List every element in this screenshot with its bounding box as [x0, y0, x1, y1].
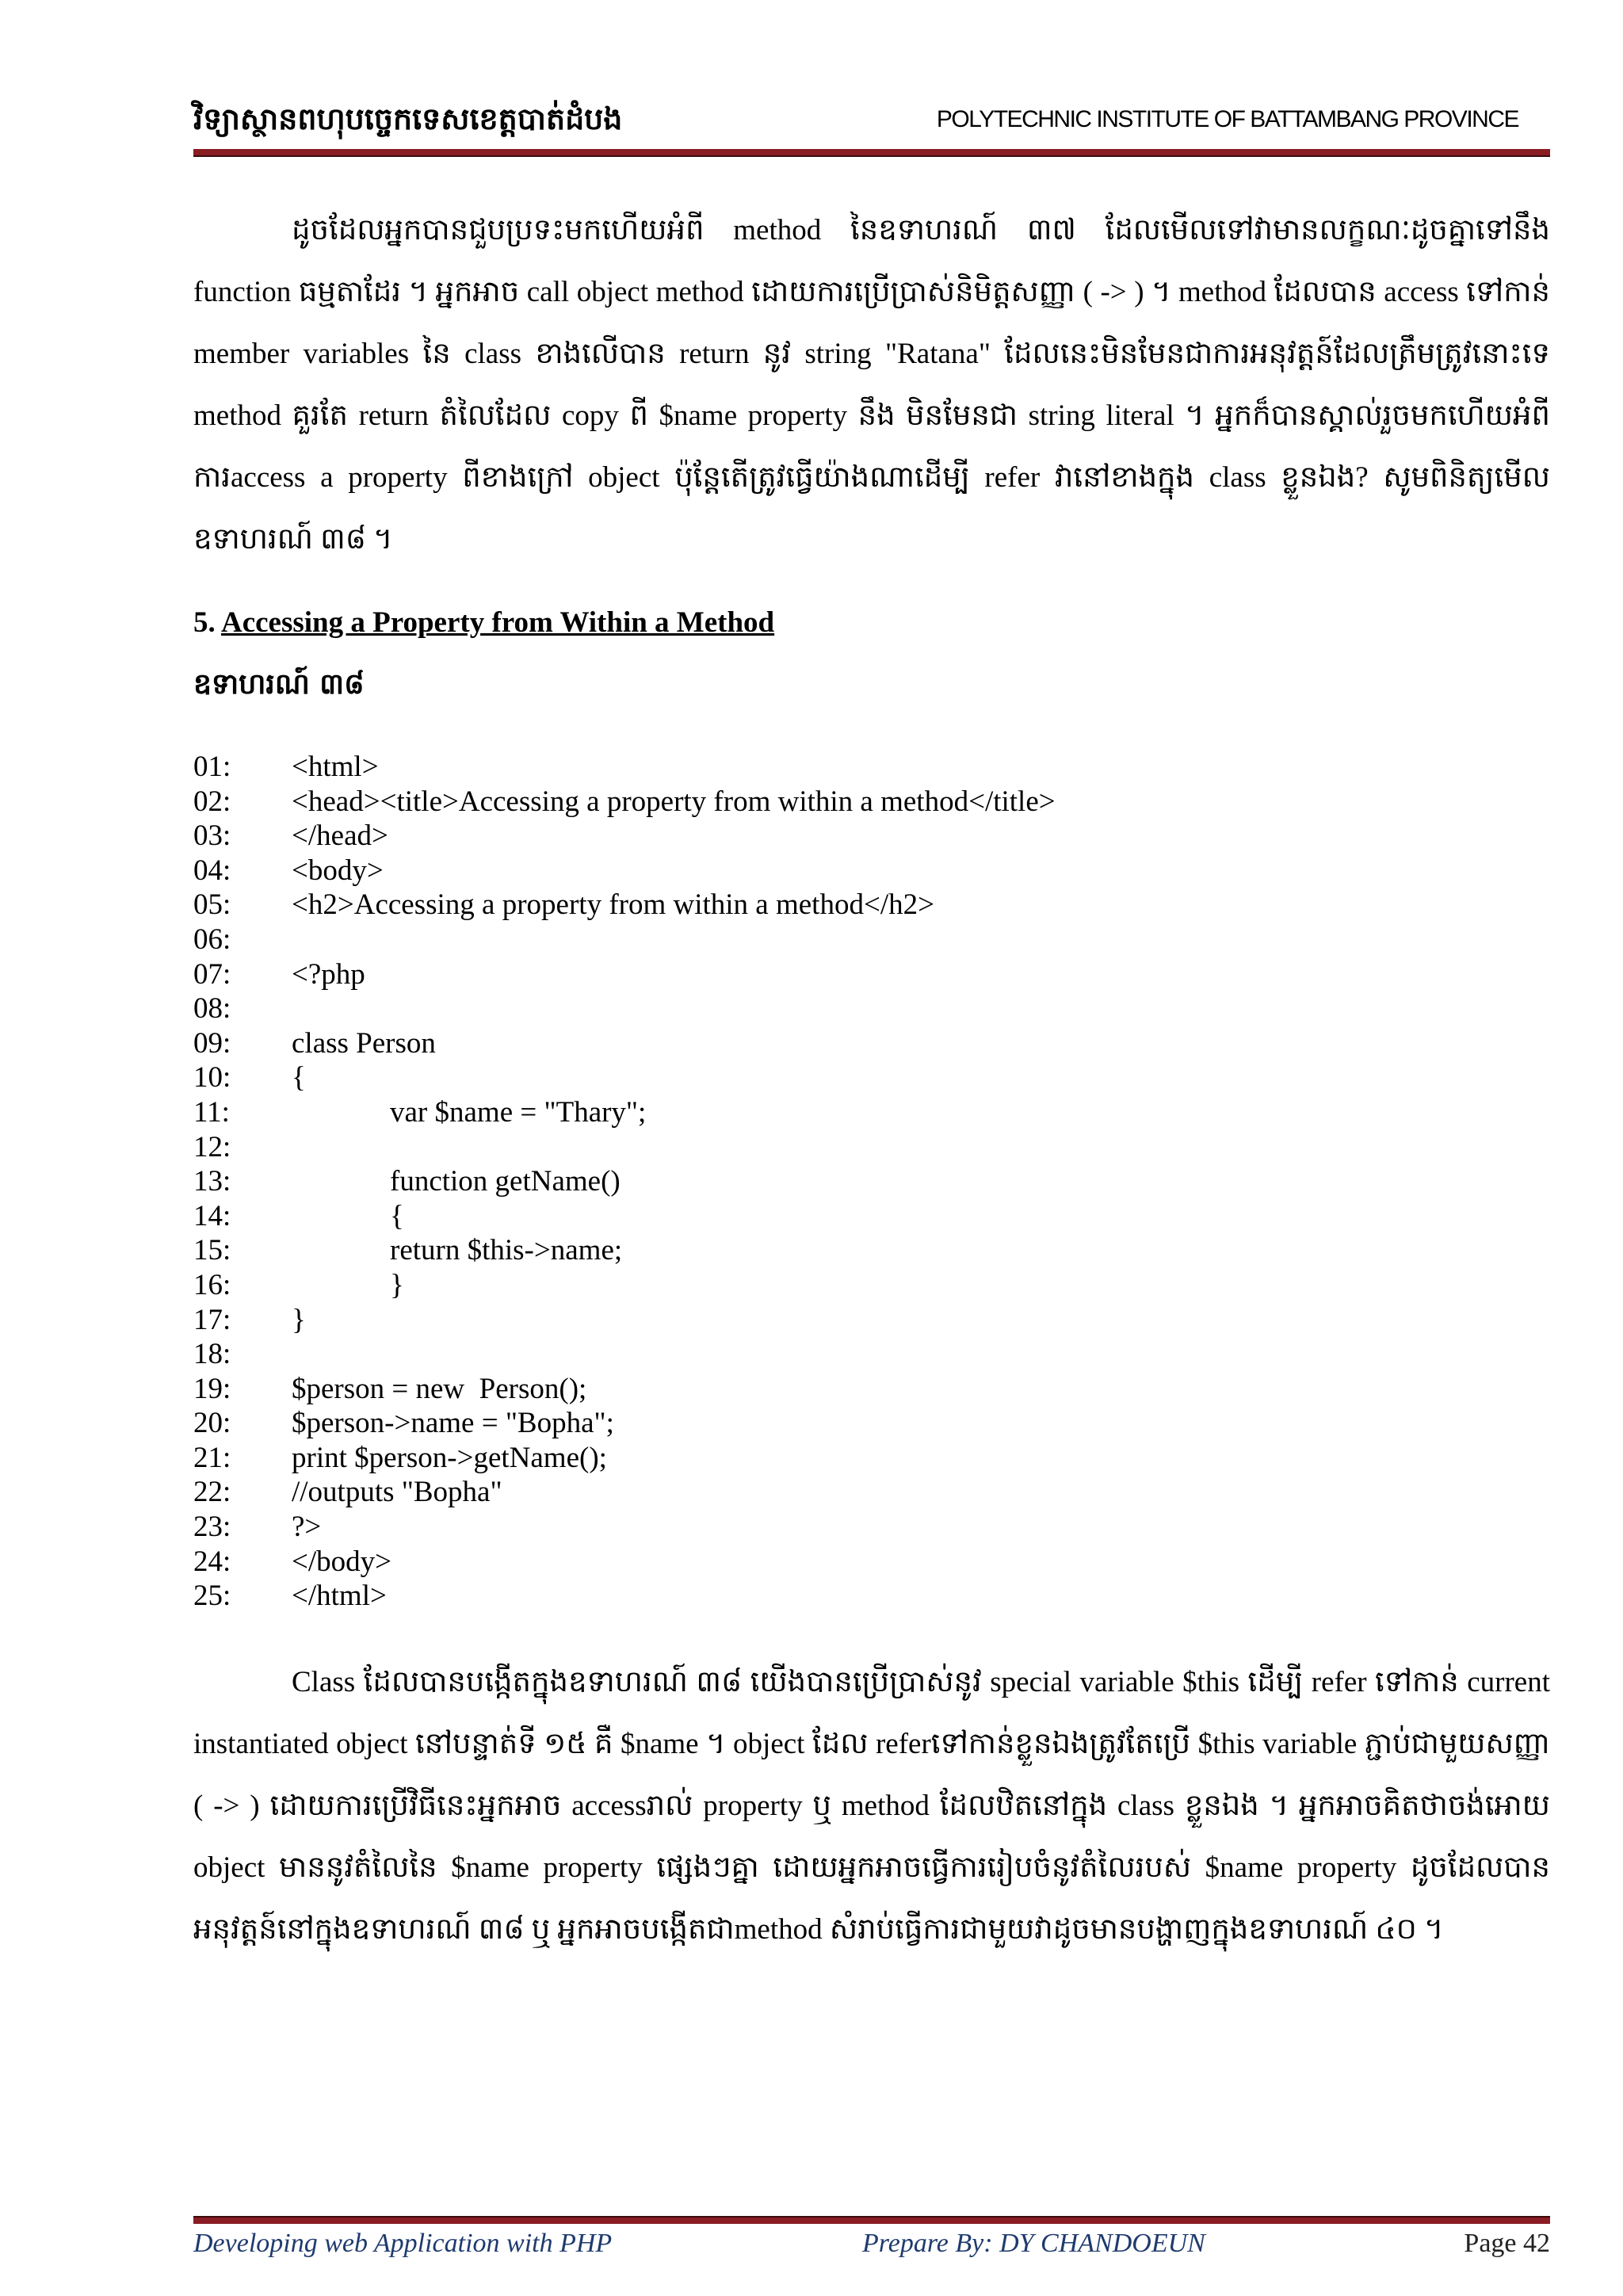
line-number: 16:	[193, 1268, 231, 1301]
code-line	[193, 1303, 1461, 1338]
line-number: 23:	[193, 1511, 231, 1544]
line-number: 02:	[193, 785, 231, 818]
code-text: <h2>Accessing a property from within a method</h2>	[292, 888, 934, 922]
line-number: 08:	[193, 992, 231, 1026]
footer-author: Prepare By: DY CHANDOEUN	[862, 2229, 1205, 2258]
code-line	[193, 1441, 1461, 1476]
code-text: function getName()	[390, 1165, 621, 1198]
code-text: print $person->getName();	[292, 1441, 607, 1474]
header-divider	[193, 149, 1550, 157]
line-number: 19:	[193, 1372, 231, 1405]
footer-divider	[193, 2216, 1550, 2224]
code-line	[193, 1233, 1461, 1268]
line-number: 20:	[193, 1407, 231, 1440]
section-title: Accessing a Property from Within a Method	[220, 606, 775, 639]
code-text: <head><title>Accessing a property from within a method</title>	[292, 785, 1056, 818]
section-number: 5.	[193, 606, 216, 639]
line-number: 22:	[193, 1476, 231, 1509]
code-line	[193, 1026, 1461, 1061]
code-line	[193, 1164, 1461, 1199]
line-number: 13:	[193, 1165, 231, 1198]
code-text: {	[292, 1061, 306, 1095]
code-line	[193, 957, 1461, 992]
code-line	[193, 750, 1461, 785]
line-number: 12:	[193, 1130, 231, 1163]
line-number: 21:	[193, 1441, 231, 1474]
closing-paragraph	[193, 1652, 1550, 1961]
footer-page-number: Page 42	[1464, 2229, 1550, 2258]
code-text: {	[390, 1199, 404, 1232]
code-text: ?>	[292, 1511, 322, 1544]
code-line	[193, 1475, 1461, 1510]
code-line	[193, 1060, 1461, 1095]
line-number: 15:	[193, 1234, 231, 1267]
code-line	[193, 785, 1461, 819]
code-line	[193, 1406, 1461, 1441]
code-text: </head>	[292, 819, 388, 853]
intro-paragraph	[193, 200, 1550, 571]
line-number: 06:	[193, 923, 231, 956]
code-line	[193, 1579, 1461, 1614]
code-line	[193, 1199, 1461, 1234]
footer-course: Developing web Application with PHP	[193, 2229, 613, 2258]
code-text: <body>	[292, 854, 384, 887]
header-title-english: POLYTECHNIC INSTITUTE OF BATTAMBANG PROVINCE	[936, 106, 1518, 132]
line-number: 05:	[193, 888, 231, 922]
line-number: 04:	[193, 854, 231, 887]
code-text: <html>	[292, 751, 379, 783]
line-number: 24:	[193, 1545, 231, 1578]
line-number: 18:	[193, 1338, 231, 1371]
code-text: </html>	[292, 1580, 387, 1613]
code-text: //outputs "Bopha"	[292, 1476, 502, 1509]
line-number: 10:	[193, 1061, 231, 1095]
line-number: 25:	[193, 1580, 231, 1613]
code-text: $person = new Person();	[292, 1372, 587, 1405]
line-number: 09:	[193, 1026, 231, 1060]
code-text: return $this->name;	[390, 1234, 623, 1267]
header-title-khmer: វិទ្យាស្ថានពហុបច្ចេកទេសខេត្តបាត់ដំបង	[193, 101, 623, 136]
page-header	[193, 94, 1550, 141]
code-line	[193, 991, 1461, 1026]
line-number: 07:	[193, 957, 231, 991]
code-line	[193, 1372, 1461, 1407]
code-line	[193, 923, 1461, 957]
example-title: ឧទាហរណ៍ ៣៨	[193, 668, 365, 701]
code-line	[193, 819, 1461, 854]
code-line	[193, 1337, 1461, 1372]
page-footer	[193, 2229, 1550, 2268]
line-number: 03:	[193, 819, 231, 853]
intro-paragraph-text: ដូចដែលអ្នកបានជួបប្រទះមកហើយអំពី method នៃឧទាហរណ៍ ៣៧ ដែលមើលទៅវាមានលក្ខណៈដូចគ្នាទៅនឹង function ធម្មតាដែរ ។ អ្នកអាច call object method ដោយការប្រើប្រាស់និមិត្តសញ្ញា ( -> ) ។ method ដែលបាន access ទៅកាន់ member variables នៃ class ខាងលើបាន return នូវ string "Ratana" ដែលនេះមិនមែនជាការអនុវត្តន៍ដែលត្រឹមត្រូវនោះទេ method គួរតែ return តំលៃដែល copy ពី $name property នឹង មិនមែនជា string literal ។ អ្នកក៏បានស្គាល់រួចមកហើយអំពីការaccess a property ពីខាងក្រៅ object ប៉ុន្តែតើត្រូវធ្វើយ៉ាងណាដើម្បី refer វានៅខាងក្នុង class ខ្លួនឯង? សូមពិនិត្យមើលឧទាហរណ៍ ៣៨ ។	[193, 214, 1550, 556]
code-text: }	[292, 1303, 306, 1336]
code-line	[193, 1095, 1461, 1130]
line-number: 17:	[193, 1303, 231, 1336]
code-line	[193, 1545, 1461, 1580]
line-number: 14:	[193, 1199, 231, 1232]
code-line	[193, 1510, 1461, 1545]
code-text: class Person	[292, 1026, 436, 1060]
closing-paragraph-text: Class ដែលបានបង្កើតក្នុងឧទាហរណ៍ ៣៨ យើងបានប្រើប្រាស់នូវ special variable $this ដើម្បី refer ទៅកាន់ current instantiated object នៅបន្ទាត់ទី ១៥ គឺ $name ។ object ដែល referទៅកាន់ខ្លួនឯងត្រូវតែប្រើ $this variable ភ្ជាប់ជាមួយសញ្ញា ( -> ) ដោយការប្រើវិធីនេះអ្នកអាច accessរាល់ property ឬ method ដែលឋិតនៅក្នុង class ខ្លួនឯង ។ អ្នកអាចគិតថាចង់អោយ object មាននូវតំលៃនៃ $name property ផ្សេងៗគ្នា ដោយអ្នកអាចធ្វើការរៀបចំនូវតំលៃរបស់ $name property ដូចដែលបានអនុវត្តន៍នៅក្នុងឧទាហរណ៍ ៣៨ ឬ អ្នកអាចបង្កើតជាmethod សំរាប់ធ្វើការជាមួយវាដូចមានបង្ហាញក្នុងឧទាហរណ៍ ៤០ ។	[193, 1666, 1550, 1946]
code-line	[193, 888, 1461, 923]
code-line	[193, 1130, 1461, 1165]
code-text: </body>	[292, 1545, 392, 1578]
code-line	[193, 854, 1461, 888]
code-line	[193, 1268, 1461, 1303]
code-text: }	[390, 1268, 404, 1301]
line-number: 01:	[193, 751, 231, 783]
code-listing	[193, 750, 1461, 1614]
code-text: <?php	[292, 957, 365, 991]
code-text: $person->name = "Bopha";	[292, 1407, 614, 1440]
line-number: 11:	[193, 1095, 230, 1129]
section-heading	[193, 606, 774, 640]
code-text: var $name = "Thary";	[390, 1095, 647, 1129]
